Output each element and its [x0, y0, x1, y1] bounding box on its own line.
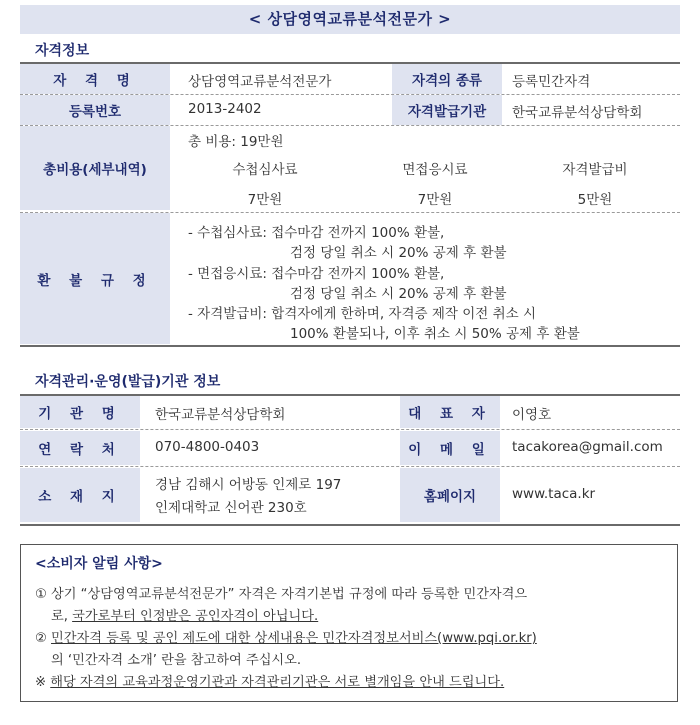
table-row: [20, 468, 680, 522]
cost-total: 총 비용: 19만원: [188, 134, 284, 150]
cert-info-table: [20, 62, 680, 347]
notice-underlined-text: 해당 자격의 교육과정운영기관과 자격관리기관은 서로 별개임을 안내 드립니다.: [50, 675, 505, 690]
cert-type-label: 자격의 종류: [392, 64, 502, 94]
refund-line: 검정 당일 취소 시 20% 공제 후 환불: [290, 245, 507, 261]
notice-title: <소비자 알림 사항>: [35, 556, 163, 572]
refund-label: 환 불 규 정: [20, 213, 170, 344]
cost-value-item: 7만원: [417, 192, 453, 208]
table-row: [20, 396, 680, 428]
refund-line: 검정 당일 취소 시 20% 공제 후 환불: [290, 286, 507, 302]
refund-line: - 자격발급비: 합격자에게 한하며, 자격증 제작 이전 취소 시: [188, 306, 536, 322]
issuer-value: 한국교류분석상담학회: [512, 105, 643, 121]
org-name-label: 기 관 명: [20, 396, 140, 428]
notice-text: ②: [35, 631, 52, 646]
notice-text: 로,: [51, 609, 73, 624]
representative-label: 대 표 자: [400, 396, 500, 428]
org-name-value: 한국교류분석상담학회: [155, 407, 286, 423]
cost-value-item: 7만원: [247, 192, 283, 208]
table-row: [20, 126, 680, 210]
cost-value-item: 5만원: [577, 192, 613, 208]
refund-line: 100% 환불되나, 이후 취소 시 50% 공제 후 환불: [290, 326, 580, 342]
table-row: [20, 431, 680, 465]
table-bottom-border: [20, 524, 680, 526]
cert-type-value: 등록민간자격: [512, 74, 591, 90]
row-divider: [20, 466, 680, 467]
cert-name-label: 자 격 명: [20, 64, 170, 94]
org-info-section-title: 자격관리·운영(발급)기관 정보: [35, 374, 221, 390]
cost-header-item: 수첩심사료: [232, 162, 298, 178]
cost-label: 총비용(세부내역): [20, 126, 170, 210]
cert-info-section-title: 자격정보: [35, 43, 90, 59]
contact-label: 연 락 처: [20, 431, 140, 465]
org-info-table: [20, 394, 680, 534]
refund-line: - 면접응시료: 접수마감 전까지 100% 환불,: [188, 266, 445, 282]
table-row: [20, 64, 680, 94]
reg-number-value: 2013-2402: [188, 101, 262, 117]
notice-underlined-text: 국가로부터 인정받은 공인자격이 아닙니다.: [72, 609, 319, 624]
notice-line: ① 상기 “상담영역교류분석전문가” 자격은 자격기본법 규정에 따라 등록한 민간자격으: [35, 587, 528, 602]
row-divider: [20, 429, 680, 430]
notice-line: [35, 671, 504, 690]
notice-line: [35, 627, 537, 646]
address-line: 인제대학교 신어관 230호: [155, 500, 307, 516]
page-title: < 상담영역교류분석전문가 >: [20, 5, 680, 34]
address-label: 소 재 지: [20, 468, 140, 522]
notice-line: 의 ‘민간자격 소개’ 란을 참고하여 주십시오.: [51, 653, 302, 668]
cost-header-item: 면접응시료: [402, 162, 468, 178]
email-label: 이 메 일: [400, 431, 500, 465]
issuer-label: 자격발급기관: [392, 95, 502, 125]
address-line: 경남 김해시 어방동 인제로 197: [155, 477, 342, 493]
reg-number-label: 등록번호: [20, 95, 170, 125]
cost-header-item: 자격발급비: [562, 162, 628, 178]
table-row: [20, 95, 680, 125]
contact-value: 070-4800-0403: [155, 439, 260, 455]
notice-line: [51, 605, 318, 624]
homepage-label: 홈페이지: [400, 468, 500, 522]
representative-value: 이영호: [512, 407, 552, 423]
homepage-value[interactable]: www.taca.kr: [512, 486, 596, 502]
refund-line: - 수첩심사료: 접수마감 전까지 100% 환불,: [188, 225, 445, 241]
table-bottom-border: [20, 345, 680, 347]
table-row: [20, 213, 680, 344]
notice-underlined-text[interactable]: 민간자격 등록 및 공인 제도에 대한 상세내용은 민간자격정보서비스(www.pqi.or.kr): [51, 631, 537, 646]
notice-text: ※: [35, 675, 51, 690]
consumer-notice-box: [20, 544, 678, 702]
email-value[interactable]: tacakorea@gmail.com: [512, 439, 663, 455]
cert-name-value: 상담영역교류분석전문가: [188, 74, 332, 90]
